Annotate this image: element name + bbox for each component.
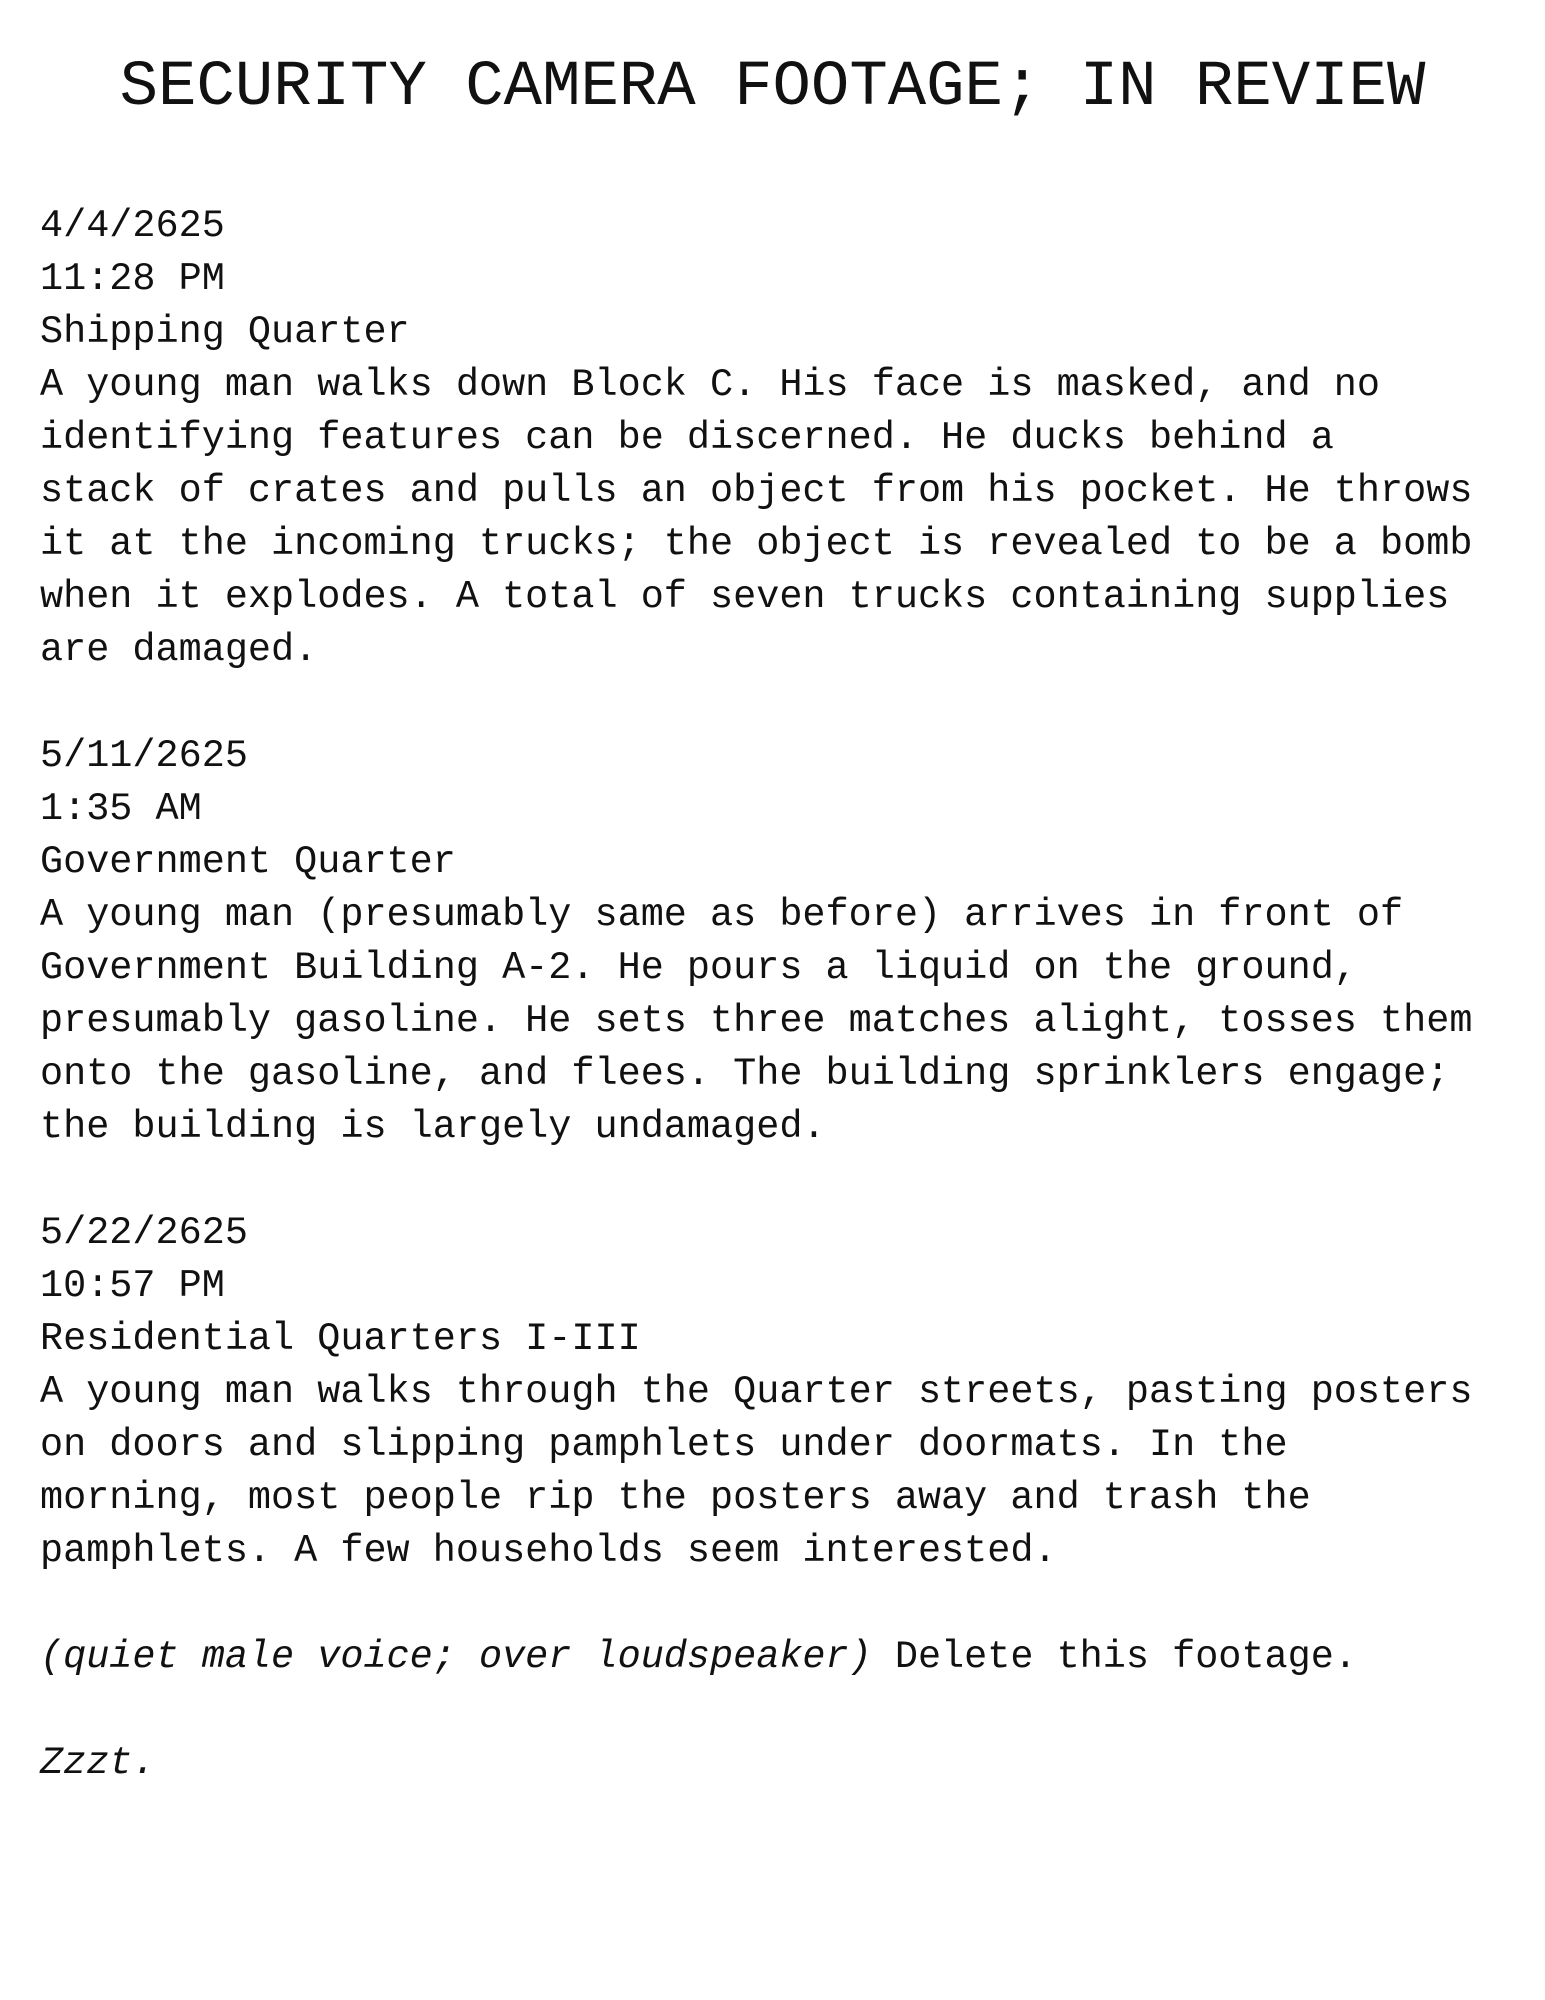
entry-time: 1:35 AM xyxy=(40,787,202,831)
voice-dialogue: Delete this footage. xyxy=(871,1635,1357,1679)
entry-description: A young man (presumably same as before) arrives in front of Government Building A-2. He pours a liquid on the ground, presumably gasoline. He sets three matches alight, tosses them onto the gasoline, and flees. The building sprinklers engage; the building is largely undamaged. xyxy=(40,893,1473,1149)
entry-date: 5/11/2625 xyxy=(40,734,248,778)
entry-description: A young man walks through the Quarter streets, pasting posters on doors and slipping pamphlets under doormats. In the morning, most people rip the posters away and trash the pamphlets. A few households seem interested. xyxy=(40,1370,1473,1573)
entry-time: 10:57 PM xyxy=(40,1264,225,1308)
voice-direction: (quiet male voice; over loudspeaker) xyxy=(40,1635,872,1679)
footage-entry-1 xyxy=(40,200,1520,677)
entry-location: Shipping Quarter xyxy=(40,310,410,354)
entry-description: A young man walks down Block C. His face is masked, and no identifying features can be discerned. He ducks behind a stack of crates and pulls an object from his pocket. He throws it at the incoming trucks; the object is revealed to be a bomb when it explodes. A total of seven trucks containing supplies are damaged. xyxy=(40,363,1473,672)
entry-date: 5/22/2625 xyxy=(40,1211,248,1255)
entry-location: Residential Quarters I-III xyxy=(40,1317,641,1361)
entry-location: Government Quarter xyxy=(40,840,456,884)
voice-line xyxy=(40,1631,1520,1684)
footage-entry-2 xyxy=(40,730,1520,1154)
document-title: SECURITY CAMERA FOOTAGE; IN REVIEW xyxy=(119,52,1426,124)
entry-date: 4/4/2625 xyxy=(40,204,225,248)
ending-sound: Zzzt. xyxy=(40,1741,156,1785)
footage-entry-3 xyxy=(40,1207,1520,1578)
entry-time: 11:28 PM xyxy=(40,257,225,301)
document-body xyxy=(40,200,1520,1843)
